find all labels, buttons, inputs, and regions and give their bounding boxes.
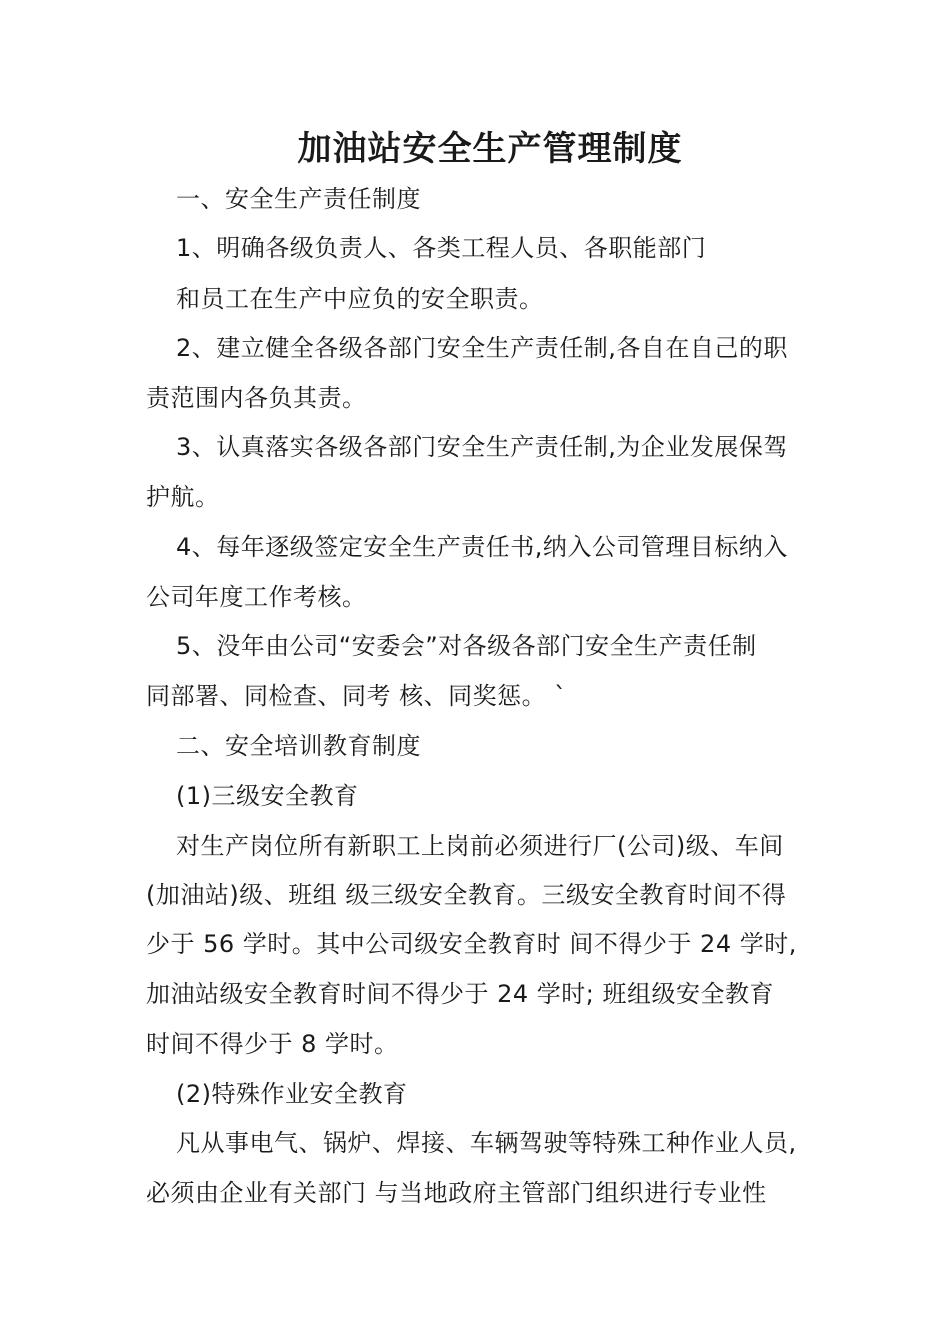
paragraph-line: (加油站)级、班组 级三级安全教育。三级安全教育时间不得 [146,881,787,909]
paragraph-line: 公司年度工作考核。 [146,583,367,611]
paragraph-line: 1、明确各级负责人、各类工程人员、各职能部门 [176,234,707,262]
paragraph-line: 同部署、同检查、同考 核、同奖惩。 ` [146,682,567,710]
paragraph-line: 少于 56 学时。其中公司级安全教育时 间不得少于 24 学时, [146,930,797,958]
paragraph-line: 4、每年逐级签定安全生产责任书,纳入公司管理目标纳入 [176,533,788,561]
paragraph-line: 对生产岗位所有新职工上岗前必须进行厂(公司)级、车间 [176,832,784,860]
document-title: 加油站安全生产管理制度 [297,129,683,169]
paragraph-line: 5、没年由公司“安委会”对各级各部门安全生产责任制 [176,632,757,660]
paragraph-line: 凡从事电气、锅炉、焊接、车辆驾驶等特殊工种作业人员, [176,1129,797,1157]
paragraph-line: 时间不得少于 8 学时。 [146,1030,399,1058]
paragraph-line: 3、认真落实各级各部门安全生产责任制,为企业发展保驾 [176,433,788,461]
subheading-line: (2)特殊作业安全教育 [176,1080,408,1108]
paragraph-line: 2、建立健全各级各部门安全生产责任制,各自在自己的职 [176,334,788,362]
paragraph-line: 护航。 [146,483,220,511]
section-heading-1: 一、安全生产责任制度 [176,185,421,213]
subheading-line: (1)三级安全教育 [176,782,359,810]
paragraph-line: 和员工在生产中应负的安全职责。 [176,285,544,313]
paragraph-line: 必须由企业有关部门 与当地政府主管部门组织进行专业性 [146,1179,767,1207]
paragraph-line: 责范围内各负其责。 [146,384,367,412]
paragraph-line: 加油站级安全教育时间不得少于 24 学时; 班组级安全教育 [146,980,775,1008]
section-heading-2: 二、安全培训教育制度 [176,732,421,760]
